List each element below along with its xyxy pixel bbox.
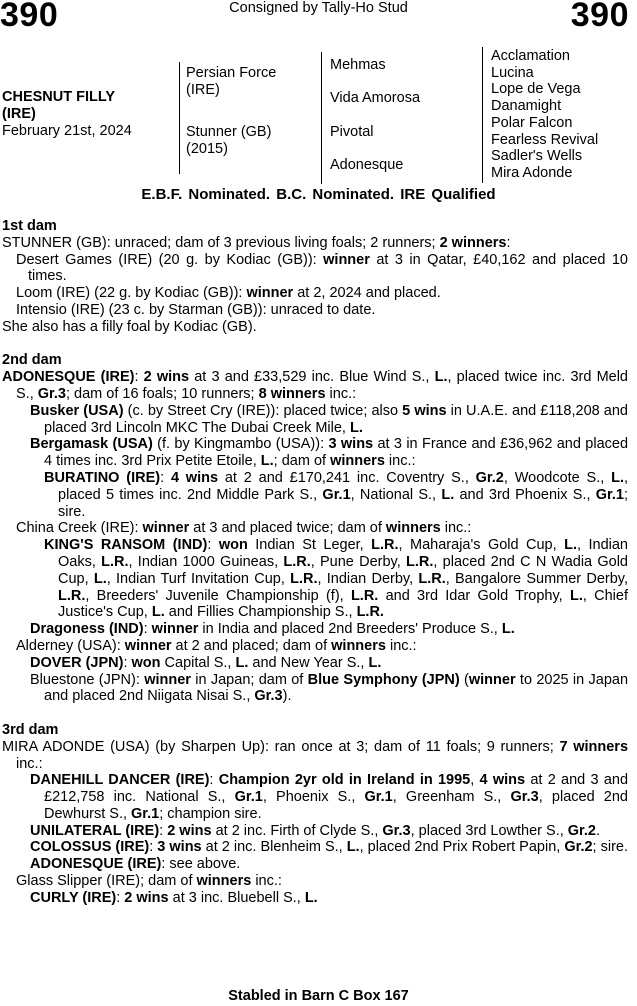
progeny-kings-ransom: KING'S RANSOM (IND): won Indian St Leger, L.R., Maharaja's Gold Cup, L., Indian Oaks, L.R., Indian 1000 Guineas, L.R., Pune Derby, L.R., placed 2nd C N Wadia Gold Cup, L., Indian Turf Invitation Cup, L.R., Indian Derby, L.R., Bangalore Summer Derby, L.R., Breeders' Juvenile Championship (f), L.R. and 3rd Idar Gold Trophy, L., Chief Justice's Cup, L. and Fillies Championship S., L.R.	[44, 537, 628, 621]
stabling-info: Stabled in Barn C Box 167	[228, 988, 409, 1004]
consignor: Consigned by Tally-Ho Stud	[229, 0, 408, 16]
catalogue-body	[2, 218, 628, 907]
progeny-desert-games: Desert Games (IRE) (20 g. by Kodiac (GB)): winner at 3 in Qatar, £40,162 and placed 10 times.	[16, 251, 628, 285]
progeny-intensio: Intensio (IRE) (23 c. by Starman (GB)): unraced to date.	[16, 301, 376, 318]
progeny-alderney: Alderney (USA): winner at 2 and placed; dam of winners inc.:	[16, 637, 417, 654]
progeny-bergamask: Bergamask (USA) (f. by Kingmambo (USA)): 3 wins at 3 in France and £36,962 and placed 4 times inc. 3rd Prix Petite Etoile, L.; dam of winners inc.:	[30, 436, 629, 470]
first-dam-header: 1st dam	[2, 218, 57, 234]
great-grandparents: Acclamation Lucina Lope de Vega Danamight Polar Falcon Fearless Revival Sadler's Wells Mira Adonde	[491, 48, 599, 181]
horse-name-line2: (IRE)	[2, 106, 36, 122]
grandsire-sire: Mehmas	[330, 57, 386, 73]
first-dam-summary: STUNNER (GB): unraced; dam of 3 previous living foals; 2 runners; 2 winners:	[2, 234, 511, 251]
grandsire-dam: Pivotal	[330, 124, 374, 140]
sire: Persian Force (IRE)	[186, 65, 277, 98]
second-dam-header: 2nd dam	[2, 352, 62, 369]
progeny-dover: DOVER (JPN): won Capital S., L. and New Year S., L.	[30, 654, 382, 671]
third-dam-header: 3rd dam	[2, 721, 59, 738]
nominations: E.B.F. Nominated. B.C. Nominated. IRE Qualified	[141, 186, 496, 203]
progeny-adonesque: ADONESQUE (IRE): see above.	[30, 856, 241, 873]
lot-number-right: 390	[570, 0, 629, 34]
pedigree-line-1	[179, 62, 180, 174]
first-dam-note: She also has a filly foal by Kodiac (GB).	[2, 318, 257, 335]
progeny-glass-slipper: Glass Slipper (IRE); dam of winners inc.:	[16, 873, 282, 890]
third-dam-mira-adonde: MIRA ADONDE (USA) (by Sharpen Up): ran once at 3; dam of 11 foals; 9 runners; 7 winners inc.:	[2, 738, 629, 772]
progeny-loom: Loom (IRE) (22 g. by Kodiac (GB)): winner at 2, 2024 and placed.	[16, 285, 441, 302]
progeny-bluestone: Bluestone (JPN): winner in Japan; dam of Blue Symphony (JPN) (winner to 2025 in Japan and placed 2nd Niigata Nisai S., Gr.3).	[30, 671, 629, 705]
dam: Stunner (GB) (2015)	[186, 124, 272, 157]
progeny-dragoness: Dragoness (IND): winner in India and placed 2nd Breeders' Produce S., L.	[30, 621, 515, 638]
progeny-curly: CURLY (IRE): 2 wins at 3 inc. Bluebell S., L.	[30, 889, 318, 906]
lot-number-left: 390	[0, 0, 59, 34]
progeny-china-creek: China Creek (IRE): winner at 3 and placed twice; dam of winners inc.:	[16, 520, 472, 537]
progeny-unilateral: UNILATERAL (IRE): 2 wins at 2 inc. Firth of Clyde S., Gr.3, placed 3rd Lowther S., Gr.2.	[30, 822, 601, 839]
horse-info	[2, 89, 132, 140]
second-dam-adonesque: ADONESQUE (IRE): 2 wins at 3 and £33,529 inc. Blue Wind S., L., placed twice inc. 3rd Meld S., Gr.3; dam of 16 foals; 10 runners; 8 winners inc.:	[2, 369, 628, 402]
progeny-busker: Busker (USA) (c. by Street Cry (IRE)): placed twice; also 5 wins in U.A.E. and £118,208 and placed 3rd Lincoln MKC The Dubai Creek Mile, L.	[30, 402, 628, 436]
granddam-sire: Vida Amorosa	[330, 90, 421, 106]
granddam-dam: Adonesque	[330, 157, 404, 173]
foaling-date: February 21st, 2024	[2, 123, 132, 139]
pedigree-line-2	[321, 52, 322, 184]
progeny-danehill-dancer: DANEHILL DANCER (IRE): Champion 2yr old in Ireland in 1995, 4 wins at 2 and 3 and £212,758 inc. National S., Gr.1, Phoenix S., Gr.1, Greenham S., Gr.3, placed 2nd Dewhurst S., Gr.1; champion sire.	[30, 772, 629, 822]
pedigree-line-3	[482, 47, 483, 183]
progeny-colossus: COLOSSUS (IRE): 3 wins at 2 inc. Blenheim S., L., placed 2nd Prix Robert Papin, Gr.2; sire.	[30, 839, 628, 856]
progeny-buratino: BURATINO (IRE): 4 wins at 2 and £170,241 inc. Coventry S., Gr.2, Woodcote S., L., placed 5 times inc. 2nd Middle Park S., Gr.1, National S., L. and 3rd Phoenix S., Gr.1; sire.	[44, 469, 629, 520]
horse-name-line1: CHESNUT FILLY	[2, 89, 116, 105]
